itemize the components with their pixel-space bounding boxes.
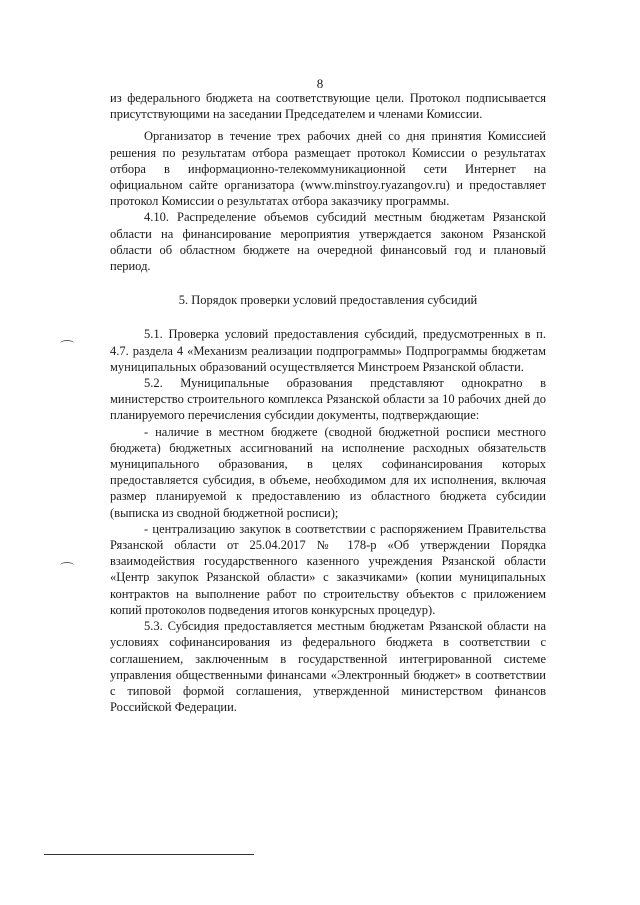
document-body: [110, 90, 546, 715]
list-item: - наличие в местном бюджете (сводной бюджетной росписи местного бюджета) бюджетных ассигнований на исполнение расходных обязательств муниципального образования, в целях софинансирования которых предоставляется субсидия, в объеме, необходимом для их исполнения, включая размер планируемой к предоставлению из областного бюджета субсидии (выписка из сводной бюджетной росписи);: [110, 424, 546, 520]
list-item: - централизацию закупок в соответствии с распоряжением Правительства Рязанской области от 25.04.2017 № 178-р «Об утверждении Порядка взаимодействия государственного казенного учреждения Рязанской области «Центр закупок Рязанской области» с заказчиками» (копии муниципальных контрактов на выполнение работ по строительству объектов с приложением копий протоколов подведения итогов конкурсных процедур).: [110, 521, 546, 617]
page-number: 8: [316, 76, 324, 91]
paragraph: 5.1. Проверка условий предоставления субсидий, предусмотренных в п. 4.7. раздела 4 «Механизм реализации подпрограммы» Подпрограммы бюджетам муниципальных образований осуществляется Минстроем Рязанской области.: [110, 327, 546, 374]
paragraph: 5.3. Субсидия предоставляется местным бюджетам Рязанской области на условиях софинансирования из федерального бюджета в соответствии с соглашением, заключенным в государственной интегрированной системе управления общественными финансами «Электронный бюджет» в соответствии с типовой формой соглашения, утвержденной министерством финансов Российской Федерации.: [110, 619, 546, 715]
footer-rule: [44, 854, 254, 855]
paragraph: из федерального бюджета на соответствующие цели. Протокол подписывается присутствующими на заседании Председателем и членами Комиссии.: [110, 91, 546, 122]
margin-mark: [60, 340, 74, 347]
margin-mark: [60, 562, 74, 569]
paragraph: 4.10. Распределение объемов субсидий местным бюджетам Рязанской области на финансирование мероприятия утверждается законом Рязанской области об областном бюджете на очередной финансовый год и плановый период.: [110, 210, 546, 274]
paragraph: 5.2. Муниципальные образования представляют однократно в министерство строительного комплекса Рязанской области за 10 рабочих дней до планируемого перечисления субсидии документы, подтверждающие:: [110, 376, 546, 423]
paragraph: Организатор в течение трех рабочих дней со дня принятия Комиссией решения по результатам отбора размещает протокол Комиссии о результатах отбора в информационно-телекоммуникационной сети Интернет на официальном сайте организатора (www.minstroy.ryazangov.ru) и предоставляет протокол Комиссии о результатах отбора заказчику программы.: [110, 129, 546, 209]
section-title: 5. Порядок проверки условий предоставления субсидий: [178, 293, 478, 308]
